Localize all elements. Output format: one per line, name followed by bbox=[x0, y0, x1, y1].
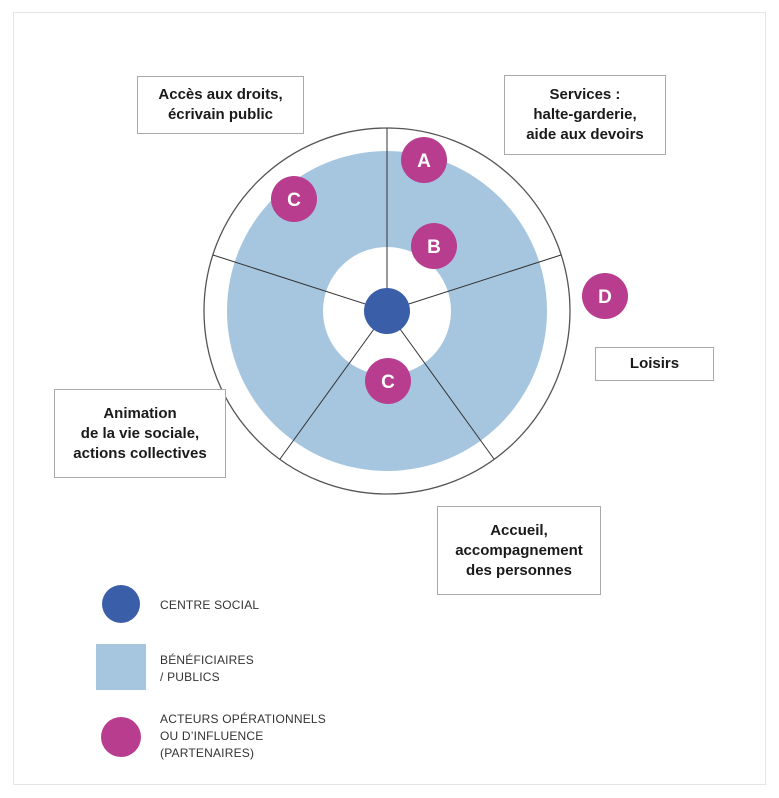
legend-partenaires-swatch bbox=[101, 717, 141, 757]
partner-d-label: D bbox=[598, 287, 612, 308]
legend-beneficiaires-text: BÉNÉFICIAIRES / PUBLICS bbox=[160, 653, 254, 684]
partner-b bbox=[411, 223, 457, 269]
partner-a-label: A bbox=[417, 151, 431, 172]
label-acces-aux-droits: Accès aux droits, écrivain public bbox=[137, 76, 304, 134]
partner-a bbox=[401, 137, 447, 183]
partner-c-bottom-label: C bbox=[381, 372, 395, 393]
label-loisirs: Loisirs bbox=[595, 347, 714, 381]
centre-social-node bbox=[364, 288, 410, 334]
partner-c-bottom bbox=[365, 358, 411, 404]
legend-beneficiaires-swatch bbox=[96, 644, 146, 690]
partner-b-label: B bbox=[427, 237, 441, 258]
label-animation: Animation de la vie sociale, actions collectives bbox=[54, 389, 226, 478]
partner-c-top-label: C bbox=[287, 190, 301, 211]
partner-c-top bbox=[271, 176, 317, 222]
legend-centre-social-text: CENTRE SOCIAL bbox=[160, 598, 260, 612]
label-services: Services : halte-garderie, aide aux devoirs bbox=[504, 75, 666, 155]
legend-centre-swatch bbox=[102, 585, 140, 623]
partner-d bbox=[582, 273, 628, 319]
label-accueil: Accueil, accompagnement des personnes bbox=[437, 506, 601, 595]
legend-acteurs-text: ACTEURS OPÉRATIONNELS OU D’INFLUENCE (PARTENAIRES) bbox=[160, 712, 327, 760]
